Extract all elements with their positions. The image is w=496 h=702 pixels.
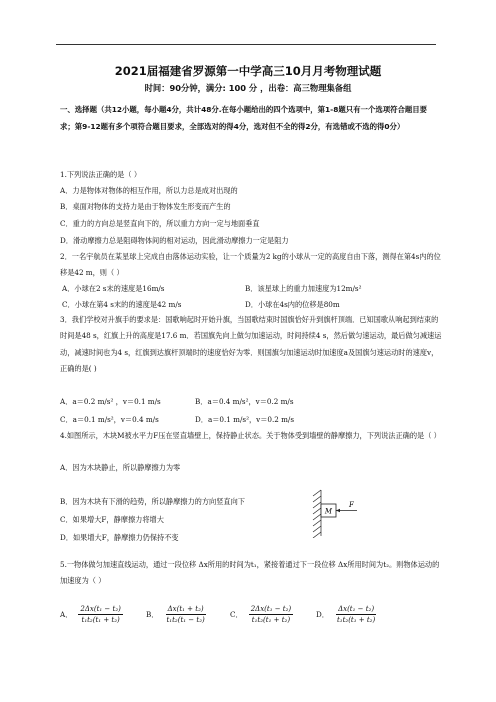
q4-option-d: D．如果增大F，静摩擦力仍保持不变 bbox=[60, 533, 179, 542]
q5-option-d bbox=[316, 605, 377, 624]
q2-stem: 2．一名宇航员在某星球上完成自由落体运动实验，让一个质量为2 kg的小球从一定的高度自由下落，测得在第4s内的位移是42 m，则（ ） bbox=[60, 252, 441, 278]
q3-option-d: D．a＝0.1 m/s²，v＝0.2 m/s bbox=[195, 415, 295, 424]
formula-numerator: 2Δx(t₁ − t₂) bbox=[80, 605, 121, 613]
formula-fraction bbox=[249, 605, 293, 624]
q3-stem: 3．我们学校对升旗手的要求是：国歌响起时开始升旗，当国歌结束时国旗恰好升到旗杆顶端．已知国歌从响起到结束的时间是48 s，红旗上升的高度是17.6 m．若国旗先向上做匀加速运动，时间持续4 s，然后做匀速运动，最后做匀减速运动，减速时间也为4 s，红旗到达旗杆顶端时的速度恰好为零．则国旗匀加速运动时加速度a及国旗匀速运动时的速度v，正确的是( ) bbox=[60, 315, 442, 374]
formula-fraction bbox=[335, 605, 377, 624]
block-label: M bbox=[324, 507, 333, 516]
option-letter: C． bbox=[230, 609, 243, 619]
q3-option-c: C．a＝0.1 m/s²，v＝0.4 m/s bbox=[60, 415, 159, 424]
formula-fraction bbox=[164, 605, 206, 624]
option-letter: B． bbox=[146, 609, 159, 619]
q5-stem: 5.一物体做匀加速直线运动，通过一段位移 Δx所用的时间为t₁，紧接着通过下一段位移 Δx所用时间为t₂。则物体运动的加速度为（ ） bbox=[60, 560, 440, 586]
wall-hatching bbox=[313, 490, 321, 538]
formula-denominator: t₁t₂(t₁ + t₂) bbox=[251, 616, 291, 624]
q5-option-b bbox=[146, 605, 207, 624]
force-label: F bbox=[349, 501, 354, 509]
formula-denominator: t₁t₂(t₁ + t₂) bbox=[336, 616, 376, 624]
section-intro: 一、选择题（共12小题，每小题4分，共计48分.在每小题给出的四个选项中，第1-8题只有一个选项符合题目要求；第9-12题有多个项符合题目要求，全部选对的得4分，选对但不全的得2分，有选错或不选的得0分） bbox=[60, 105, 428, 131]
formula-denominator: t₁t₂(t₁ + t₂) bbox=[81, 616, 120, 624]
formula-denominator: t₁t₂(t₁ − t₂) bbox=[166, 616, 205, 624]
q4-stem: 4.如图所示，木块M被水平力F压在竖直墙壁上，保持静止状态。关于物体受到墙壁的静摩擦力，下列说法正确的是（ ） bbox=[60, 431, 441, 440]
formula-numerator: Δx(t₁ + t₂) bbox=[167, 605, 204, 613]
q3-option-b: B．a＝0.4 m/s²，v＝0.2 m/s bbox=[195, 397, 294, 406]
q2-option-b: B．该星球上的重力加速度为12m/s² bbox=[245, 284, 362, 293]
q4-option-a: A．因为木块静止，所以静摩擦力为零 bbox=[60, 463, 181, 472]
option-letter: D． bbox=[316, 609, 329, 619]
force-arrow-head bbox=[336, 509, 340, 512]
header-rule bbox=[56, 44, 436, 45]
q4-option-b: B．因为木块有下滑的趋势，所以静摩擦力的方向竖直向下 bbox=[60, 497, 245, 506]
formula-numerator: 2Δx(t₁ − t₂) bbox=[250, 605, 292, 613]
wall-block-figure bbox=[307, 488, 367, 538]
q1-option-c: C．重力的方向总是竖直向下的，所以重力方向一定与地面垂直 bbox=[60, 219, 260, 228]
q5-option-a bbox=[60, 605, 123, 624]
option-letter: A． bbox=[60, 609, 73, 619]
formula-numerator: Δx(t₁ − t₂) bbox=[338, 605, 375, 613]
q1-option-b: B．桌面对物体的支持力是由于物体发生形变而产生的 bbox=[60, 202, 231, 211]
q1-stem: 1.下列说法正确的是（ ） bbox=[60, 170, 142, 179]
exam-title: 2021届福建省罗源第一中学高三10月月考物理试题 bbox=[114, 64, 382, 78]
q1-option-d: D．滑动摩擦力总是阻碍物体间的相对运动，因此滑动摩擦力一定是阻力 bbox=[60, 236, 289, 245]
q1-option-a: A．力是物体对物体的相互作用，所以力总是成对出现的 bbox=[60, 186, 238, 195]
q2-option-d: D．小球在4s内的位移是80m bbox=[245, 300, 340, 309]
q4-option-c: C．如果增大F，静摩擦力将增大 bbox=[60, 515, 164, 524]
q3-option-a: A．a＝0.2 m/s² ，v＝0.1 m/s bbox=[60, 397, 161, 406]
q2-option-c: C．小球在第4 s末的的速度是42 m/s bbox=[62, 300, 182, 309]
q5-option-c bbox=[230, 605, 293, 624]
q5-options bbox=[60, 605, 440, 635]
exam-meta: 时间：90分钟，满分: 100 分 ，出卷：高三物理集备组 bbox=[144, 83, 352, 93]
formula-fraction bbox=[78, 605, 122, 624]
q2-option-a: A．小球在2 s末的速度是16m/s bbox=[62, 284, 165, 293]
